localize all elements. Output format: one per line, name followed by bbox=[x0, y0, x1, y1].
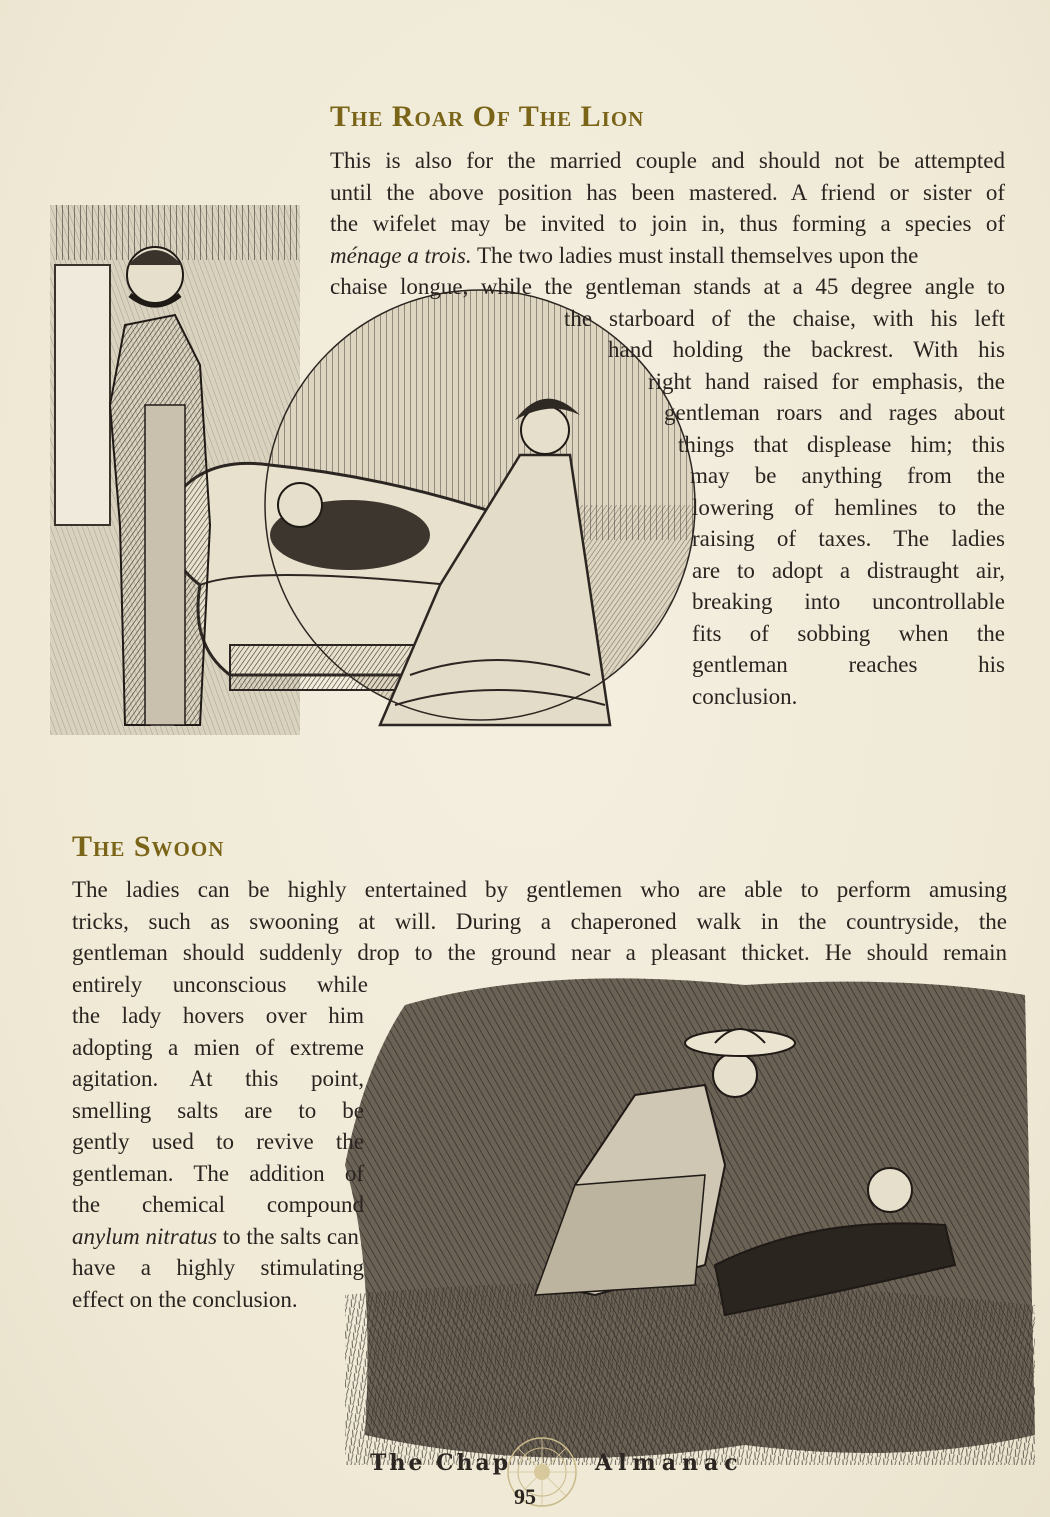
text-line: lowering of hemlines to the bbox=[692, 494, 1005, 520]
text-line: raising of taxes. The ladies bbox=[692, 526, 1005, 551]
text-line: have a highly stimulating bbox=[72, 1255, 364, 1280]
text-fragment: The two ladies must install themselves upon the bbox=[471, 242, 919, 268]
text-line: gently used to revive the bbox=[72, 1129, 364, 1154]
text-line bbox=[330, 240, 1005, 272]
section-title-the-swoon: The Swoon bbox=[72, 830, 225, 863]
text-line: The ladies can be highly entertained by gentlemen who are able to perform amusing bbox=[72, 877, 1007, 902]
text-line: conclusion. bbox=[692, 683, 798, 709]
text-line: This is also for the married couple and should not be attempted bbox=[330, 148, 1005, 173]
text-line: gentleman. The addition of bbox=[72, 1160, 364, 1186]
text-line: gentleman should suddenly drop to the ground near a pleasant thicket. He should remain bbox=[72, 940, 1007, 965]
the-swoon-engraving bbox=[345, 965, 1035, 1485]
text-line: may be anything from the bbox=[690, 463, 1005, 488]
text-line: are to adopt a distraught air, bbox=[692, 557, 1005, 583]
footer-right-text: Almanac bbox=[595, 1450, 744, 1476]
text-line: breaking into uncontrollable bbox=[692, 589, 1005, 614]
text-line: right hand raised for emphasis, the bbox=[648, 368, 1005, 394]
text-line: effect on the conclusion. bbox=[72, 1286, 298, 1312]
section-title-roar-of-the-lion: The Roar Of The Lion bbox=[330, 100, 645, 133]
text-line: the chemical compound bbox=[72, 1192, 364, 1217]
text-line: the starboard of the chaise, with his left bbox=[564, 305, 1005, 331]
text-fragment: to the salts can bbox=[217, 1223, 359, 1249]
text-line: the wifelet may be invited to join in, thus forming a species of bbox=[330, 211, 1005, 236]
text-line: things that displease him; this bbox=[678, 431, 1005, 457]
italic-phrase: anylum nitratus bbox=[72, 1223, 218, 1249]
text-line: gentleman roars and rages about bbox=[664, 400, 1005, 425]
text-line: gentleman reaches his bbox=[692, 652, 1005, 677]
text-line: entirely unconscious while bbox=[72, 971, 368, 997]
italic-phrase: ménage a trois. bbox=[330, 242, 472, 268]
text-line bbox=[72, 1221, 364, 1253]
text-line: the lady hovers over him bbox=[72, 1003, 364, 1028]
footer-left-text: The Chap bbox=[370, 1450, 512, 1476]
text-line: tricks, such as swooning at will. During a chaperoned walk in the countryside, the bbox=[72, 908, 1007, 934]
text-line: until the above position has been mastered. A friend or sister of bbox=[330, 179, 1005, 205]
text-line: smelling salts are to be bbox=[72, 1097, 364, 1123]
text-line: chaise longue, while the gentleman stands at a 45 degree angle to bbox=[330, 274, 1005, 299]
text-line: agitation. At this point, bbox=[72, 1066, 364, 1091]
text-line: adopting a mien of extreme bbox=[72, 1034, 364, 1060]
text-line: hand holding the backrest. With his bbox=[608, 337, 1005, 362]
text-line: fits of sobbing when the bbox=[692, 620, 1005, 646]
page-number: 95 bbox=[514, 1484, 536, 1509]
